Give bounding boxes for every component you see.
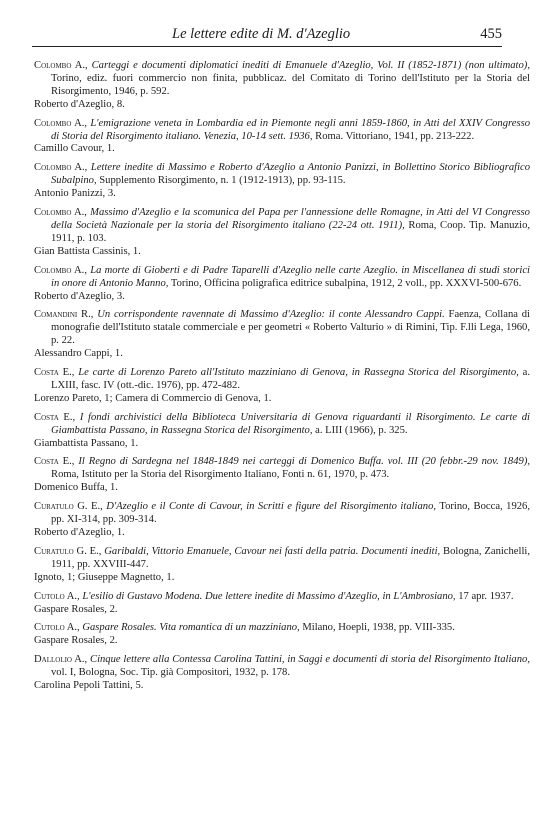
entry-title: L'esilio di Gustavo Modena. Due lettere inedite di Massimo d'Azeglio, in L'Ambrosiano, — [82, 590, 456, 602]
entry-correspondents: Roberto d'Azeglio, 3. — [34, 290, 125, 302]
entry-correspondents: Alessandro Cappi, 1. — [34, 348, 123, 360]
entry-citation — [34, 309, 530, 348]
entry-citation — [34, 60, 530, 99]
entry-author: Colombo A., — [34, 117, 88, 129]
entry-author: Colombo A., — [34, 60, 88, 71]
entry-correspondents: Antonio Panizzi, 3. — [34, 188, 116, 200]
entry-author: Costa E., — [34, 411, 76, 423]
bibliography-list — [34, 60, 530, 699]
bibliography-entry — [34, 367, 530, 406]
entry-publication: a. LIII (1966), p. 325. — [315, 424, 408, 436]
entry-correspondents: Lorenzo Pareto, 1; Camera di Commercio di Genova, 1. — [34, 392, 272, 404]
entry-citation — [34, 654, 530, 680]
bibliography-entry — [34, 207, 530, 259]
bibliography-entry — [34, 60, 530, 112]
entry-correspondents: Gian Battista Cassinis, 1. — [34, 245, 141, 257]
entry-title: Le carte di Lorenzo Pareto all'Istituto mazziniano di Genova, in Rassegna Storica del Risorgimento, — [78, 367, 519, 379]
entry-publication: Torino, Bocca, 1926, pp. XI-314, pp. 309-314. — [51, 501, 530, 526]
entry-publication: Torino, ediz. fuori commercio non finita, pubblicaz. del Comitato di Torino dell'Istituto per la Storia del Risorgimento, 1946, p. 592. — [51, 72, 530, 97]
entry-publication: Roma, Coop. Tip. Manuzio, 1911, p. 103. — [51, 219, 531, 244]
entry-title: Garibaldi, Vittorio Emanuele, Cavour nei fasti della patria. Documenti inediti, — [104, 545, 441, 557]
entry-author: Cutolo A., — [34, 622, 80, 634]
entry-citation — [34, 412, 530, 438]
entry-citation — [34, 367, 530, 393]
entry-citation — [34, 118, 530, 144]
entry-publication: vol. I, Bologna, Soc. Tip. già Compositori, 1932, p. 178. — [51, 667, 290, 679]
entry-correspondents: Gaspare Rosales, 2. — [34, 635, 118, 647]
entry-citation — [34, 265, 530, 291]
bibliography-entry — [34, 501, 530, 540]
entry-title: Gaspare Rosales. Vita romantica di un mazziniano, — [82, 622, 300, 634]
entry-title: L'emigrazione veneta in Lombardia ed in Piemonte negli anni 1859-1860, in Atti del XXIV Congresso di Storia del Risorgimento italiano. Venezia, 10-14 sett. 1936, — [51, 117, 530, 142]
entry-title: Massimo d'Azeglio e la scomunica del Papa per l'annessione delle Romagne, in Atti del VI Congresso della Società Nazionale per la storia del Risorgimento italiano (22-24 ott. 1911), — [51, 207, 530, 231]
entry-author: Colombo A., — [34, 207, 87, 219]
entry-author: Curatulo G. E., — [34, 545, 102, 557]
entry-author: Curatulo G. E., — [34, 501, 103, 513]
running-header — [32, 26, 502, 44]
bibliography-entry — [34, 162, 530, 201]
entry-title: La morte di Gioberti e di Padre Taparelli d'Azeglio nelle carte Azeglio. in Miscellanea di studi storici in onore di Antonio Manno, — [51, 264, 530, 289]
entry-correspondents: Carolina Pepoli Tattini, 5. — [34, 680, 144, 692]
entry-citation — [34, 456, 530, 482]
bibliography-entry — [34, 412, 530, 451]
entry-author: Comandini R., — [34, 309, 94, 321]
bibliography-entry — [34, 265, 530, 304]
entry-correspondents: Domenico Buffa, 1. — [34, 482, 118, 494]
entry-publication: Bologna, Zanichelli, 1911, pp. XXVIII-447. — [51, 545, 530, 570]
bibliography-entry — [34, 456, 530, 495]
entry-publication: Roma. Vittoriano, 1941, pp. 213-222. — [315, 130, 475, 142]
entry-publication: a. LXIII, fasc. IV (ott.-dic. 1976), pp. 472-482. — [51, 367, 530, 391]
entry-correspondents: Gaspare Rosales, 2. — [34, 603, 118, 615]
entry-title: I fondi archivistici della Biblioteca Universitaria di Genova riguardanti il Risorgimento. Le carte di Giambattista Passano, in Rassegna Storica del Risorgimento, — [51, 411, 530, 436]
entry-publication: Supplemento Risorgimento, n. 1 (1912-1913), pp. 93-115. — [99, 175, 346, 187]
entry-correspondents: Giambattista Passano, 1. — [34, 437, 139, 449]
entry-author: Colombo A., — [34, 264, 87, 276]
entry-citation — [34, 501, 530, 527]
entry-correspondents: Roberto d'Azeglio, 1. — [34, 527, 125, 538]
entry-correspondents: Ignoto, 1; Giuseppe Magnetto, 1. — [34, 571, 175, 583]
entry-author: Colombo A., — [34, 162, 88, 174]
entry-citation — [34, 622, 530, 635]
running-title: Le lettere edite di M. d'Azeglio — [172, 26, 351, 42]
entry-title: Un corrispondente ravennate di Massimo d'Azeglio: il conte Alessandro Cappi. — [97, 309, 445, 321]
entry-title: D'Azeglio e il Conte di Cavour, in Scritti e figure del Risorgimento italiano, — [106, 501, 437, 513]
entry-correspondents: Roberto d'Azeglio, 8. — [34, 98, 125, 110]
entry-title: Carteggi e documenti diplomatici inediti di Emanuele d'Azeglio, Vol. II (1852-1871) (non ultimato), — [91, 60, 530, 71]
bibliography-entry — [34, 591, 530, 617]
entry-citation — [34, 546, 530, 572]
entry-citation — [34, 207, 530, 246]
header-rule — [32, 46, 502, 47]
entry-citation — [34, 162, 530, 188]
entry-author: Dallolio A., — [34, 654, 88, 666]
entry-title: Il Regno di Sardegna nel 1848-1849 nei carteggi di Domenico Buffa. vol. III (20 febbr.-29 nov. 1849), — [78, 456, 530, 468]
entry-publication: Faenza, Collana di monografie dell'Istituto statale commerciale e per geometri « Roberto Valturio » di Rimini, Tip. F.lli Lega, 1960, p. 22. — [51, 309, 530, 347]
bibliography-entry — [34, 622, 530, 648]
entry-author: Costa E., — [34, 456, 75, 468]
entry-publication: 17 apr. 1937. — [458, 590, 514, 602]
entry-author: Costa E., — [34, 367, 75, 379]
bibliography-entry — [34, 309, 530, 361]
entry-title: Cinque lettere alla Contessa Carolina Tattini, in Saggi e documenti di storia del Risorgimento Italiano, — [90, 654, 530, 666]
bibliography-entry — [34, 654, 530, 693]
entry-publication: Roma, Istituto per la Storia del Risorgimento Italiano, Fonti n. 61, 1970, p. 473. — [51, 469, 390, 481]
entry-title: Lettere inedite di Massimo e Roberto d'Azeglio a Antonio Panizzi, in Bollettino Storico Bibliografico Subalpino, — [51, 162, 531, 187]
entry-publication: Milano, Hoepli, 1938, pp. VIII-335. — [302, 622, 455, 634]
bibliography-entry — [34, 118, 530, 157]
entry-publication: Torino, Officina poligrafica editrice subalpina, 1912, 2 voll., pp. XXXVI-500-676. — [170, 277, 522, 289]
entry-correspondents: Camillo Cavour, 1. — [34, 143, 115, 155]
entry-author: Cutolo A., — [34, 590, 80, 602]
entry-citation — [34, 591, 530, 604]
page-number: 455 — [480, 26, 502, 42]
bibliography-entry — [34, 546, 530, 585]
